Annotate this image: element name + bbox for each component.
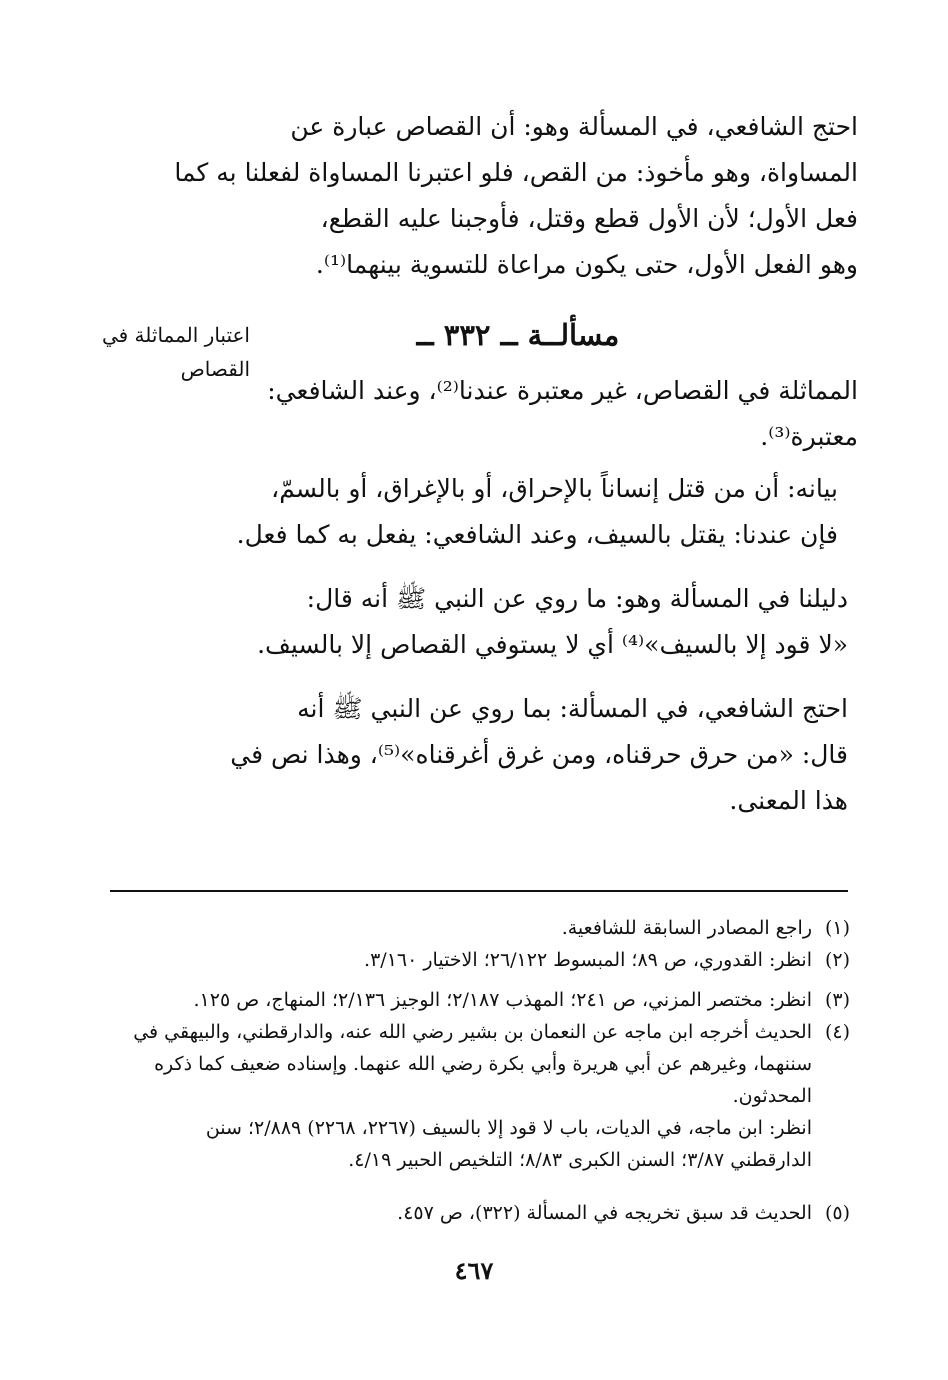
page-number: ٤٦٧ [454,1256,494,1285]
text-line: دليلنا في المسألة وهو: ما روي عن النبي ﷺ أنه قال: [306,584,848,613]
text-line: احتج الشافعي، في المسألة وهو: أن القصاص عبارة عن [290,112,858,141]
footnote-text: المحدثون. [732,1085,812,1107]
footnote-text: انظر: القدوري، ص ٨٩؛ المبسوط ٢٦/١٢٢؛ الاختيار ٣/١٦٠. [364,949,812,971]
text-line: «لا قود إلا بالسيف»⁽⁴⁾ أي لا يستوفي القصاص إلا بالسيف. [257,630,848,659]
text-line: وهو الفعل الأول، حتى يكون مراعاة للتسوية بينهما⁽¹⁾. [315,250,858,279]
intro-paragraph [174,104,858,288]
footnote-number: (٥) [824,1202,850,1224]
bayan-paragraph [236,466,838,558]
footnote-text: الحديث قد سبق تخريجه في المسألة (٣٢٢)، ص ٤٥٧. [397,1202,812,1224]
footnote-3 [90,984,850,1016]
footnote-text: الدارقطني ٣/٨٧؛ السنن الكبرى ٨/٨٣؛ التلخيص الحبير ٤/١٩. [348,1149,812,1171]
footnote-number: (٢) [824,949,850,971]
text-line: فإن عندنا: يقتل بالسيف، وعند الشافعي: يفعل به كما فعل. [236,520,838,549]
footnote-5 [90,1197,850,1229]
text-line: معتبرة⁽³⁾. [760,422,858,451]
masala-heading: مسألــة ــ ٣٣٢ ــ [416,318,620,352]
footnote-text: راجع المصادر السابقة للشافعية. [561,917,812,939]
text-line: هذا المعنى. [729,786,848,815]
footnote-text: انظر: مختصر المزني، ص ٢٤١؛ المهذب ٢/١٨٧؛ الوجيز ٢/١٣٦؛ المنهاج، ص ١٢٥. [193,989,812,1011]
footnote-text: انظر: ابن ماجه، في الديات، باب لا قود إلا بالسيف (٢٢٦٧، ٢٢٦٨) ٢/٨٨٩؛ سنن [205,1117,812,1139]
text-line: احتج الشافعي، في المسألة: بما روي عن النبي ﷺ أنه [297,694,848,723]
text-line: المماثلة في القصاص، غير معتبرة عندنا⁽²⁾، وعند الشافعي: [267,376,858,405]
margin-note: اعتبار المماثلة في القصاص [101,323,250,381]
dalil-paragraph [257,576,848,668]
footnote-1 [90,912,850,944]
footnote-divider [110,890,848,892]
footnote-text: الحديث أخرجه ابن ماجه عن النعمان بن بشير رضي الله عنه، والدارقطني، والبيهقي في [133,1021,812,1043]
rule-paragraph [258,368,858,460]
footnote-number: (٤) [824,1021,850,1043]
footnote-number: (٣) [824,989,850,1011]
footnote-4 [90,1016,850,1176]
text-line: قال: «من حرق حرقناه، ومن غرق أغرقناه»⁽⁵⁾، وهذا نص في [230,740,848,769]
footnote-2 [90,944,850,976]
text-line: المساواة، وهو مأخوذ: من القص، فلو اعتبرنا المساواة لفعلنا به كما [174,158,858,187]
text-line: فعل الأول؛ لأن الأول قطع وقتل، فأوجبنا عليه القطع، [320,204,858,233]
footnote-text: سننهما، وغيرهم عن أبي هريرة وأبي بكرة رضي الله عنهما. وإسناده ضعيف كما ذكره [154,1053,812,1075]
ihtijaj-paragraph [230,686,848,824]
footnote-number: (١) [824,917,850,939]
text-line: بيانه: أن من قتل إنساناً بالإحراق، أو بالإغراق، أو بالسمّ، [271,474,838,503]
